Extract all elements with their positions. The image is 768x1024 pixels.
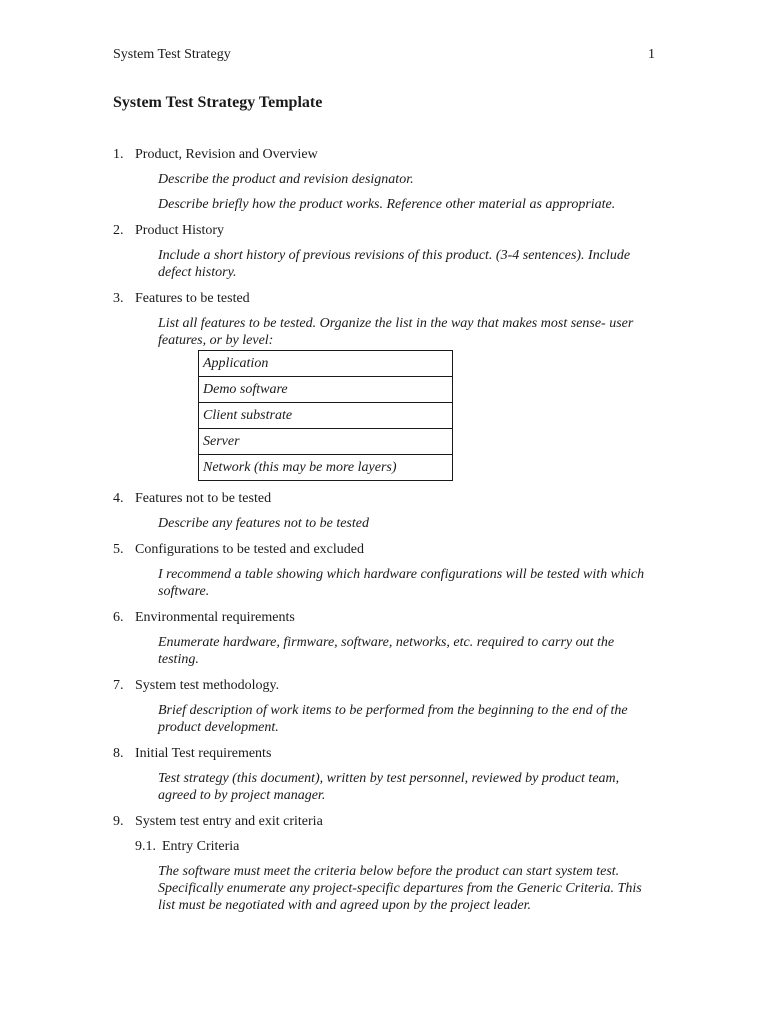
subsection-heading: Entry Criteria bbox=[162, 839, 240, 854]
section-heading: Product History bbox=[135, 223, 225, 238]
section-description: List all features to be tested. Organize the list in the way that makes most sense- user features, or by level: bbox=[158, 316, 634, 348]
section-heading: Features to be tested bbox=[135, 291, 250, 306]
section-4 bbox=[113, 490, 653, 532]
table-cell: Network (this may be more layers) bbox=[199, 455, 453, 481]
subsection-number: 9.1. bbox=[135, 839, 156, 854]
section-1 bbox=[113, 146, 653, 213]
section-number: 2. bbox=[113, 223, 124, 238]
section-5 bbox=[113, 541, 653, 600]
running-header: System Test Strategy bbox=[113, 47, 231, 62]
section-number: 5. bbox=[113, 542, 124, 557]
features-table bbox=[198, 350, 453, 481]
section-heading: Features not to be tested bbox=[135, 491, 272, 506]
section-heading: System test methodology. bbox=[135, 678, 280, 693]
document-title: System Test Strategy Template bbox=[113, 94, 323, 111]
section-description: Enumerate hardware, firmware, software, networks, etc. required to carry out the testing. bbox=[158, 635, 615, 667]
section-description: Brief description of work items to be performed from the beginning to the end of the product development. bbox=[158, 703, 628, 735]
subsection-9-1 bbox=[135, 838, 653, 856]
section-heading: Product, Revision and Overview bbox=[135, 147, 318, 162]
subsection-description: The software must meet the criteria below before the product can start system test. Specifically enumerate any project-specific departures from the Generic Criteria. This list must be negotiated with and agreed upon by the project leader. bbox=[158, 864, 642, 913]
section-description: Describe the product and revision designator. bbox=[158, 172, 414, 187]
section-2 bbox=[113, 222, 653, 281]
section-number: 1. bbox=[113, 147, 124, 162]
section-number: 6. bbox=[113, 610, 124, 625]
section-7 bbox=[113, 677, 653, 736]
section-number: 9. bbox=[113, 814, 124, 829]
section-number: 7. bbox=[113, 678, 124, 693]
section-description: I recommend a table showing which hardware configurations will be tested with which software. bbox=[158, 567, 645, 599]
section-8 bbox=[113, 745, 653, 804]
table-cell: Application bbox=[199, 351, 453, 377]
section-number: 4. bbox=[113, 491, 124, 506]
page-number: 1 bbox=[648, 47, 655, 62]
section-6 bbox=[113, 609, 653, 668]
document-body bbox=[113, 146, 653, 914]
table-cell: Demo software bbox=[199, 377, 453, 403]
section-description: Describe any features not to be tested bbox=[158, 516, 369, 531]
section-3 bbox=[113, 290, 653, 481]
section-description: Test strategy (this document), written by test personnel, reviewed by product team, agreed to by project manager. bbox=[158, 771, 620, 803]
section-description: Include a short history of previous revisions of this product. (3-4 sentences). Include defect history. bbox=[158, 248, 631, 280]
section-9 bbox=[113, 813, 653, 914]
section-heading: Environmental requirements bbox=[135, 610, 295, 625]
table-cell: Server bbox=[199, 429, 453, 455]
section-heading: Configurations to be tested and excluded bbox=[135, 542, 364, 557]
section-heading: Initial Test requirements bbox=[135, 746, 272, 761]
section-number: 8. bbox=[113, 746, 124, 761]
section-number: 3. bbox=[113, 291, 124, 306]
section-description: Describe briefly how the product works. Reference other material as appropriate. bbox=[158, 197, 616, 212]
section-heading: System test entry and exit criteria bbox=[135, 814, 323, 829]
table-cell: Client substrate bbox=[199, 403, 453, 429]
